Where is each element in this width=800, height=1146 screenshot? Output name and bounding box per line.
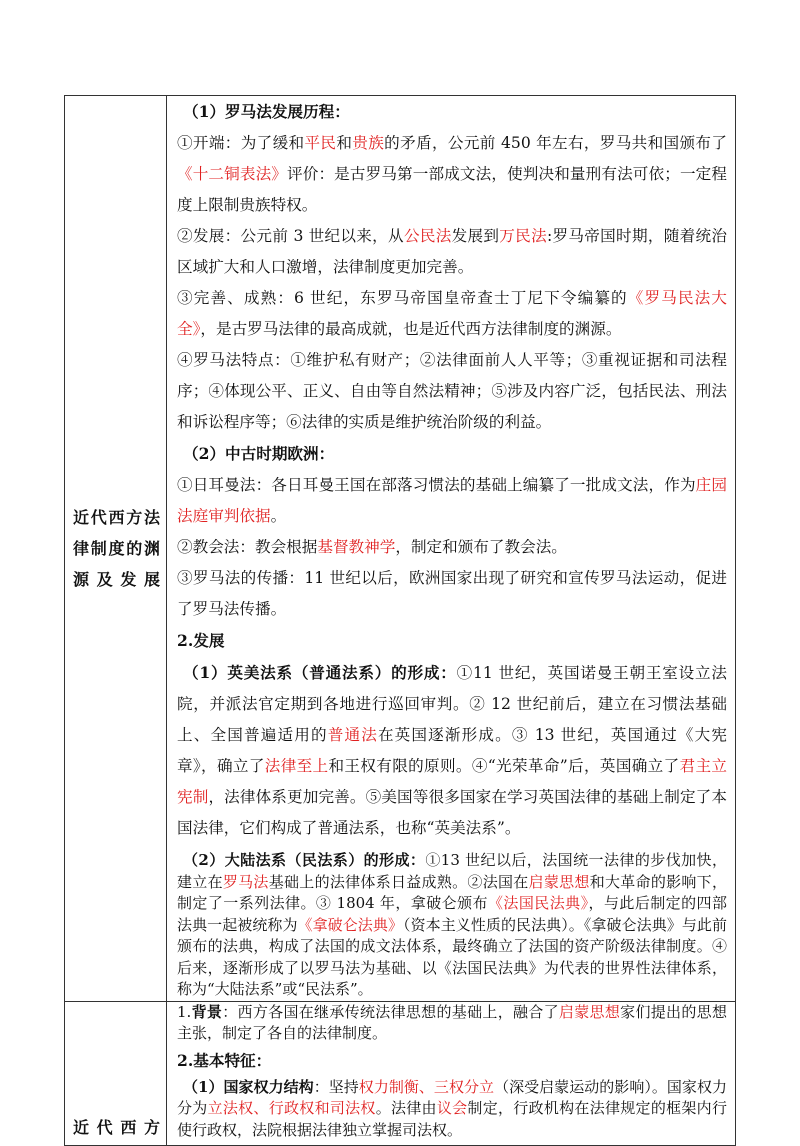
paragraph-roman-origin: ①开端：为了缓和平民和贵族的矛盾，公元前 450 年左右，罗马共和国颁布了《十二铜表法》评价：是古罗马第一部成文法，使判决和量刑有法可依；一定程度上限制贵族特权。 <box>177 134 727 214</box>
paragraph-common-law: （1）英美法系（普通法系）的形成：①11 世纪，英国诺曼王朝王室设立法院，并派法官定期到各地进行巡回审判。② 12 世纪前后，建立在习惯法基础上、全国普遍适用的普通法在英国逐渐形成。③ 13 世纪，英国通过《大宪章》，确立了法律至上和王权有限的原则。④“光荣革命”后，英国确立了君主立宪制，法律体系更加完善。⑤美国等很多国家在学习英国法律的基础上制定了本国法律，它们构成了普通法系，也称“英美法系”。 <box>177 663 727 837</box>
notes-table <box>64 95 736 1146</box>
row-label: 近代西方 <box>65 1001 167 1146</box>
section-title: （2）中古时期欧洲： <box>183 444 335 463</box>
section-title: 2.发展 <box>177 631 225 650</box>
row-content <box>167 1001 736 1146</box>
table-row <box>65 1001 736 1146</box>
paragraph-power-structure: （1）国家权力结构：坚持权力制衡、三权分立（深受启蒙运动的影响）。国家权力分为立法权、行政权和司法权。法律由议会制定，行政机构在法律规定的框架内行使行政权，法院根据法律独立掌握司法权。 <box>177 1077 727 1139</box>
row-content <box>167 96 736 1002</box>
paragraph-civil-law: （2）大陆法系（民法系）的形成：①13 世纪以后，法国统一法律的步伐加快，建立在罗马法基础上的法律体系日益成熟。②法国在启蒙思想和大革命的影响下，制定了一系列法律。③ 1804 年，拿破仑颁布《法国民法典》，与此后制定的四部法典一起被统称为《拿破仑法典》（资本主义性质的民法典）。《拿破仑法典》与此前颁布的法典，构成了法国的成文法体系，最终确立了法国的资产阶级法律制度。④后来，逐渐形成了以罗马法为基础、以《法国民法典》为代表的世界性法律体系，称为“大陆法系”或“民法系”。 <box>177 851 727 998</box>
paragraph-roman-development: ②发展：公元前 3 世纪以来，从公民法发展到万民法:罗马帝国时期，随着统治区域扩大和人口激增，法律制度更加完善。 <box>177 227 727 276</box>
paragraph-church-law: ②教会法：教会根据基督教神学，制定和颁布了教会法。 <box>177 538 567 556</box>
section-title: 2.基本特征： <box>177 1050 272 1070</box>
paragraph-roman-features: ④罗马法特点：①维护私有财产；②法律面前人人平等；③重视证据和司法程序；④体现公平、正义、自由等自然法精神；⑤涉及内容广泛，包括民法、刑法和诉讼程序等；⑥法律的实质是维护统治阶级的利益。 <box>177 351 727 431</box>
table-row <box>65 96 736 1002</box>
row-label: 近代西方法律制度的渊源及发展 <box>65 96 167 1002</box>
paragraph-roman-maturity: ③完善、成熟：6 世纪，东罗马帝国皇帝查士丁尼下令编纂的《罗马民法大全》，是古罗马法律的最高成就，也是近代西方法律制度的渊源。 <box>177 289 727 338</box>
paragraph-germanic-law: ①日耳曼法：各日耳曼王国在部落习惯法的基础上编纂了一批成文法，作为庄园法庭审判依据。 <box>177 476 727 525</box>
paragraph-background: 1.背景：西方各国在继承传统法律思想的基础上，融合了启蒙思想家们提出的思想主张，制定了各自的法律制度。 <box>177 1002 727 1042</box>
paragraph-roman-spread: ③罗马法的传播：11 世纪以后，欧洲国家出现了研究和宣传罗马法运动，促进了罗马法传播。 <box>177 569 727 618</box>
section-title: （1）罗马法发展历程： <box>183 102 350 121</box>
